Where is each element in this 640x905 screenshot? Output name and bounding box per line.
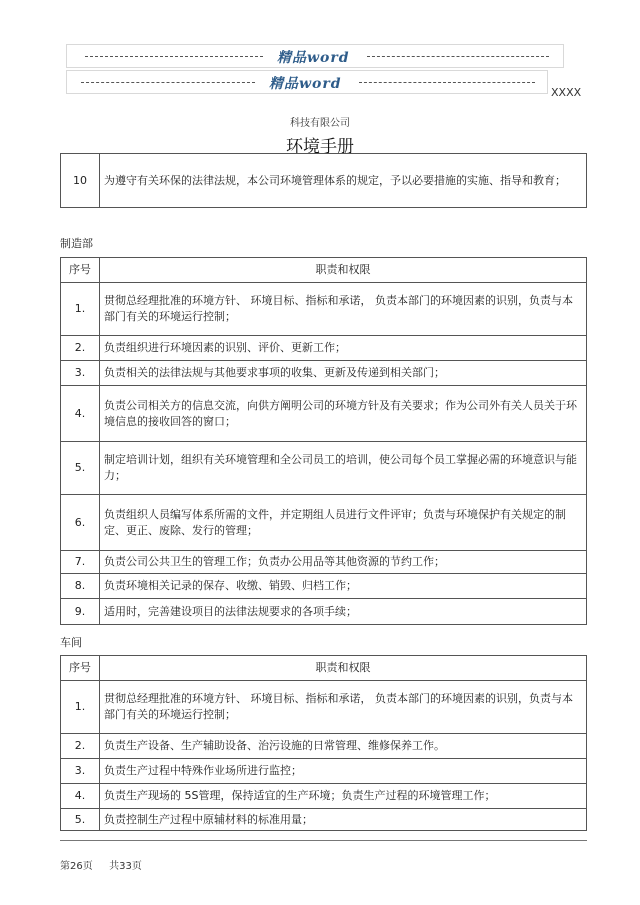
row-number: 5. [61, 809, 100, 831]
row-number: 1. [61, 283, 100, 336]
table-workshop [60, 655, 587, 831]
row-duty: 负责生产过程中特殊作业场所进行监控； [100, 759, 587, 784]
row-duty: 负责控制生产过程中原辅材料的标准用量； [100, 809, 587, 831]
row-number: 8. [61, 574, 100, 599]
col-header-number: 序号 [61, 656, 100, 681]
table-row [61, 386, 587, 442]
row-number: 4. [61, 386, 100, 442]
row-duty: 负责组织人员编写体系所需的文件，并定期组人员进行文件评审；负责与环境保护有关规定的制定、更正、废除、发行的管理； [100, 495, 587, 551]
table-row [61, 784, 587, 809]
row-number: 9. [61, 599, 100, 625]
table-row [61, 154, 587, 208]
table-row [61, 551, 587, 574]
page-number: 第26页 [60, 861, 93, 872]
table-row [61, 681, 587, 734]
row-duty: 适用时，完善建设项目的法律法规要求的各项手续； [100, 599, 587, 625]
table-row [61, 574, 587, 599]
footer-divider [60, 840, 587, 841]
table-row [61, 283, 587, 336]
row-number: 1. [61, 681, 100, 734]
row-duty: 负责相关的法律法规与其他要求事项的收集、更新及传递到相关部门； [100, 361, 587, 386]
row-duty: 贯彻总经理批准的环境方针、 环境目标、指标和承诺， 负责本部门的环境因素的识别，负责与本部门有关的环境运行控制； [100, 681, 587, 734]
row-number: 2. [61, 336, 100, 361]
section-label-manufacturing: 制造部 [60, 237, 93, 250]
document-code: XXXX [551, 86, 582, 99]
row-number: 2. [61, 734, 100, 759]
table-row [61, 759, 587, 784]
row-duty: 负责环境相关记录的保存、收缴、销毁、归档工作； [100, 574, 587, 599]
banner-word-1: 精品word [277, 50, 350, 66]
col-header-duty: 职责和权限 [100, 258, 587, 283]
company-name: 科技有限公司 [290, 118, 350, 129]
row-duty: 负责公司相关方的信息交流，向供方阐明公司的环境方针及有关要求；作为公司外有关人员关于环境信息的接收回答的窗口； [100, 386, 587, 442]
table-row [61, 599, 587, 625]
row-duty: 贯彻总经理批准的环境方针、 环境目标、指标和承诺， 负责本部门的环境因素的识别，负责与本部门有关的环境运行控制； [100, 283, 587, 336]
page-title: 环境手册 [286, 137, 354, 157]
table-manufacturing [60, 257, 587, 625]
banner-word-2: 精品word [269, 76, 342, 92]
row-duty: 负责生产现场的 5S管理，保持适宜的生产环境；负责生产过程的环境管理工作； [100, 784, 587, 809]
header-banner-1 [66, 44, 564, 68]
table-header-row [61, 258, 587, 283]
col-header-number: 序号 [61, 258, 100, 283]
row-number: 5. [61, 442, 100, 495]
col-header-duty: 职责和权限 [100, 656, 587, 681]
row-number: 3. [61, 361, 100, 386]
row-number: 4. [61, 784, 100, 809]
row-duty: 负责生产设备、生产辅助设备、治污设施的日常管理、维修保养工作。 [100, 734, 587, 759]
table-continued [60, 153, 587, 208]
page-footer [60, 857, 142, 872]
row-number: 6. [61, 495, 100, 551]
table-row [61, 336, 587, 361]
row-duty: 负责公司公共卫生的管理工作；负责办公用品等其他资源的节约工作； [100, 551, 587, 574]
page-total: 共33页 [109, 861, 142, 872]
row-number: 3. [61, 759, 100, 784]
row-duty: 制定培训计划，组织有关环境管理和全公司员工的培训，使公司每个员工掌握必需的环境意识与能力； [100, 442, 587, 495]
table-row [61, 809, 587, 831]
table-row [61, 361, 587, 386]
table-row [61, 442, 587, 495]
row-duty: 为遵守有关环保的法律法规，本公司环境管理体系的规定，予以必要措施的实施、指导和教育； [100, 154, 587, 208]
table-header-row [61, 656, 587, 681]
row-number: 10 [61, 154, 100, 208]
table-row [61, 734, 587, 759]
row-number: 7. [61, 551, 100, 574]
header-banner-2 [66, 70, 548, 94]
row-duty: 负责组织进行环境因素的识别、评价、更新工作； [100, 336, 587, 361]
table-row [61, 495, 587, 551]
section-label-workshop: 车间 [60, 636, 82, 649]
